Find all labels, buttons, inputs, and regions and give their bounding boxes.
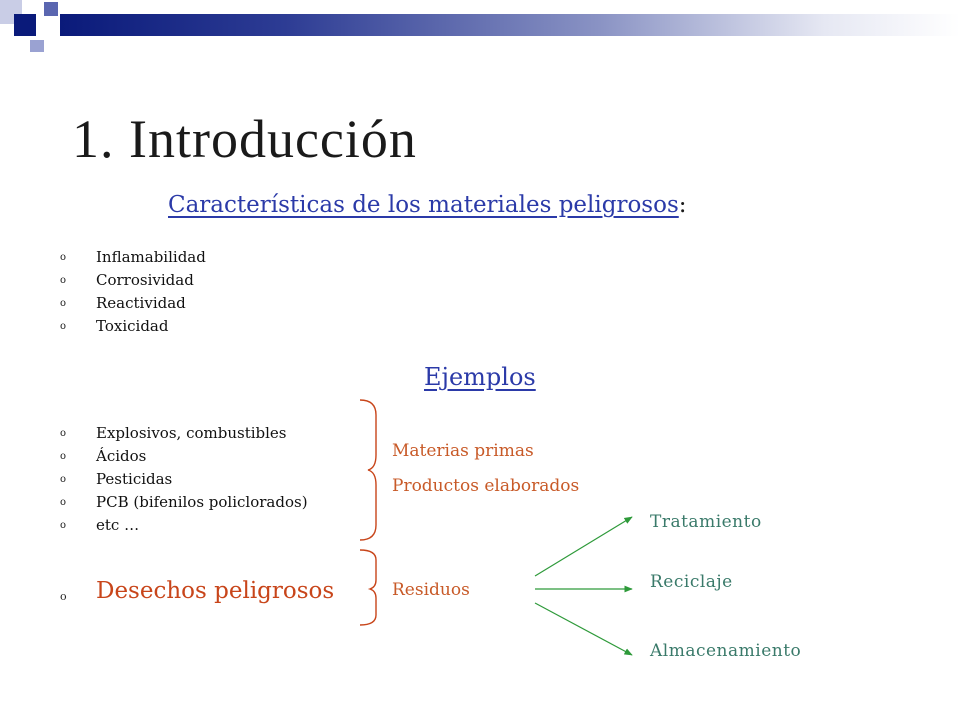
list-item-text: Toxicidad: [96, 317, 169, 335]
list-item-text: Pesticidas: [96, 470, 173, 488]
bullet-icon: o: [60, 298, 67, 309]
products-label: Productos elaborados: [392, 476, 580, 496]
list-item-text: Corrosividad: [96, 271, 194, 289]
bullet-icon: o: [60, 497, 67, 508]
bullet-icon: o: [60, 590, 67, 603]
list-item-text: PCB (bifenilos policlorados): [96, 493, 308, 511]
bullet-icon: o: [60, 252, 67, 263]
bullet-icon: o: [60, 428, 67, 439]
arrow-to-storage: [535, 603, 632, 655]
brace-examples: [360, 400, 376, 540]
waste-label: Residuos: [392, 580, 470, 600]
treatment-label: Tratamiento: [650, 512, 762, 532]
arrow-to-treatment: [535, 517, 632, 576]
bullet-icon: o: [60, 520, 67, 531]
bullet-icon: o: [60, 275, 67, 286]
bullet-icon: o: [60, 451, 67, 462]
hazardous-waste-label: Desechos peligrosos: [96, 578, 335, 604]
list-item-text: Explosivos, combustibles: [96, 424, 287, 442]
bullet-icon: o: [60, 321, 67, 332]
subtitle-suffix: :: [678, 192, 687, 218]
slide-title: 1. Introducción: [72, 109, 417, 169]
brace-waste: [360, 550, 376, 625]
list-item-text: etc …: [96, 516, 140, 534]
list-item-text: Ácidos: [96, 447, 147, 465]
subtitle-link[interactable]: Características de los materiales peligrosos: [168, 192, 679, 218]
bullet-icon: o: [60, 474, 67, 485]
examples-heading[interactable]: Ejemplos: [424, 363, 536, 391]
list-item-text: Inflamabilidad: [96, 248, 206, 266]
list-item-text: Reactividad: [96, 294, 186, 312]
storage-label: Almacenamiento: [650, 641, 802, 661]
raw-materials-label: Materias primas: [392, 441, 534, 461]
recycling-label: Reciclaje: [650, 572, 733, 592]
